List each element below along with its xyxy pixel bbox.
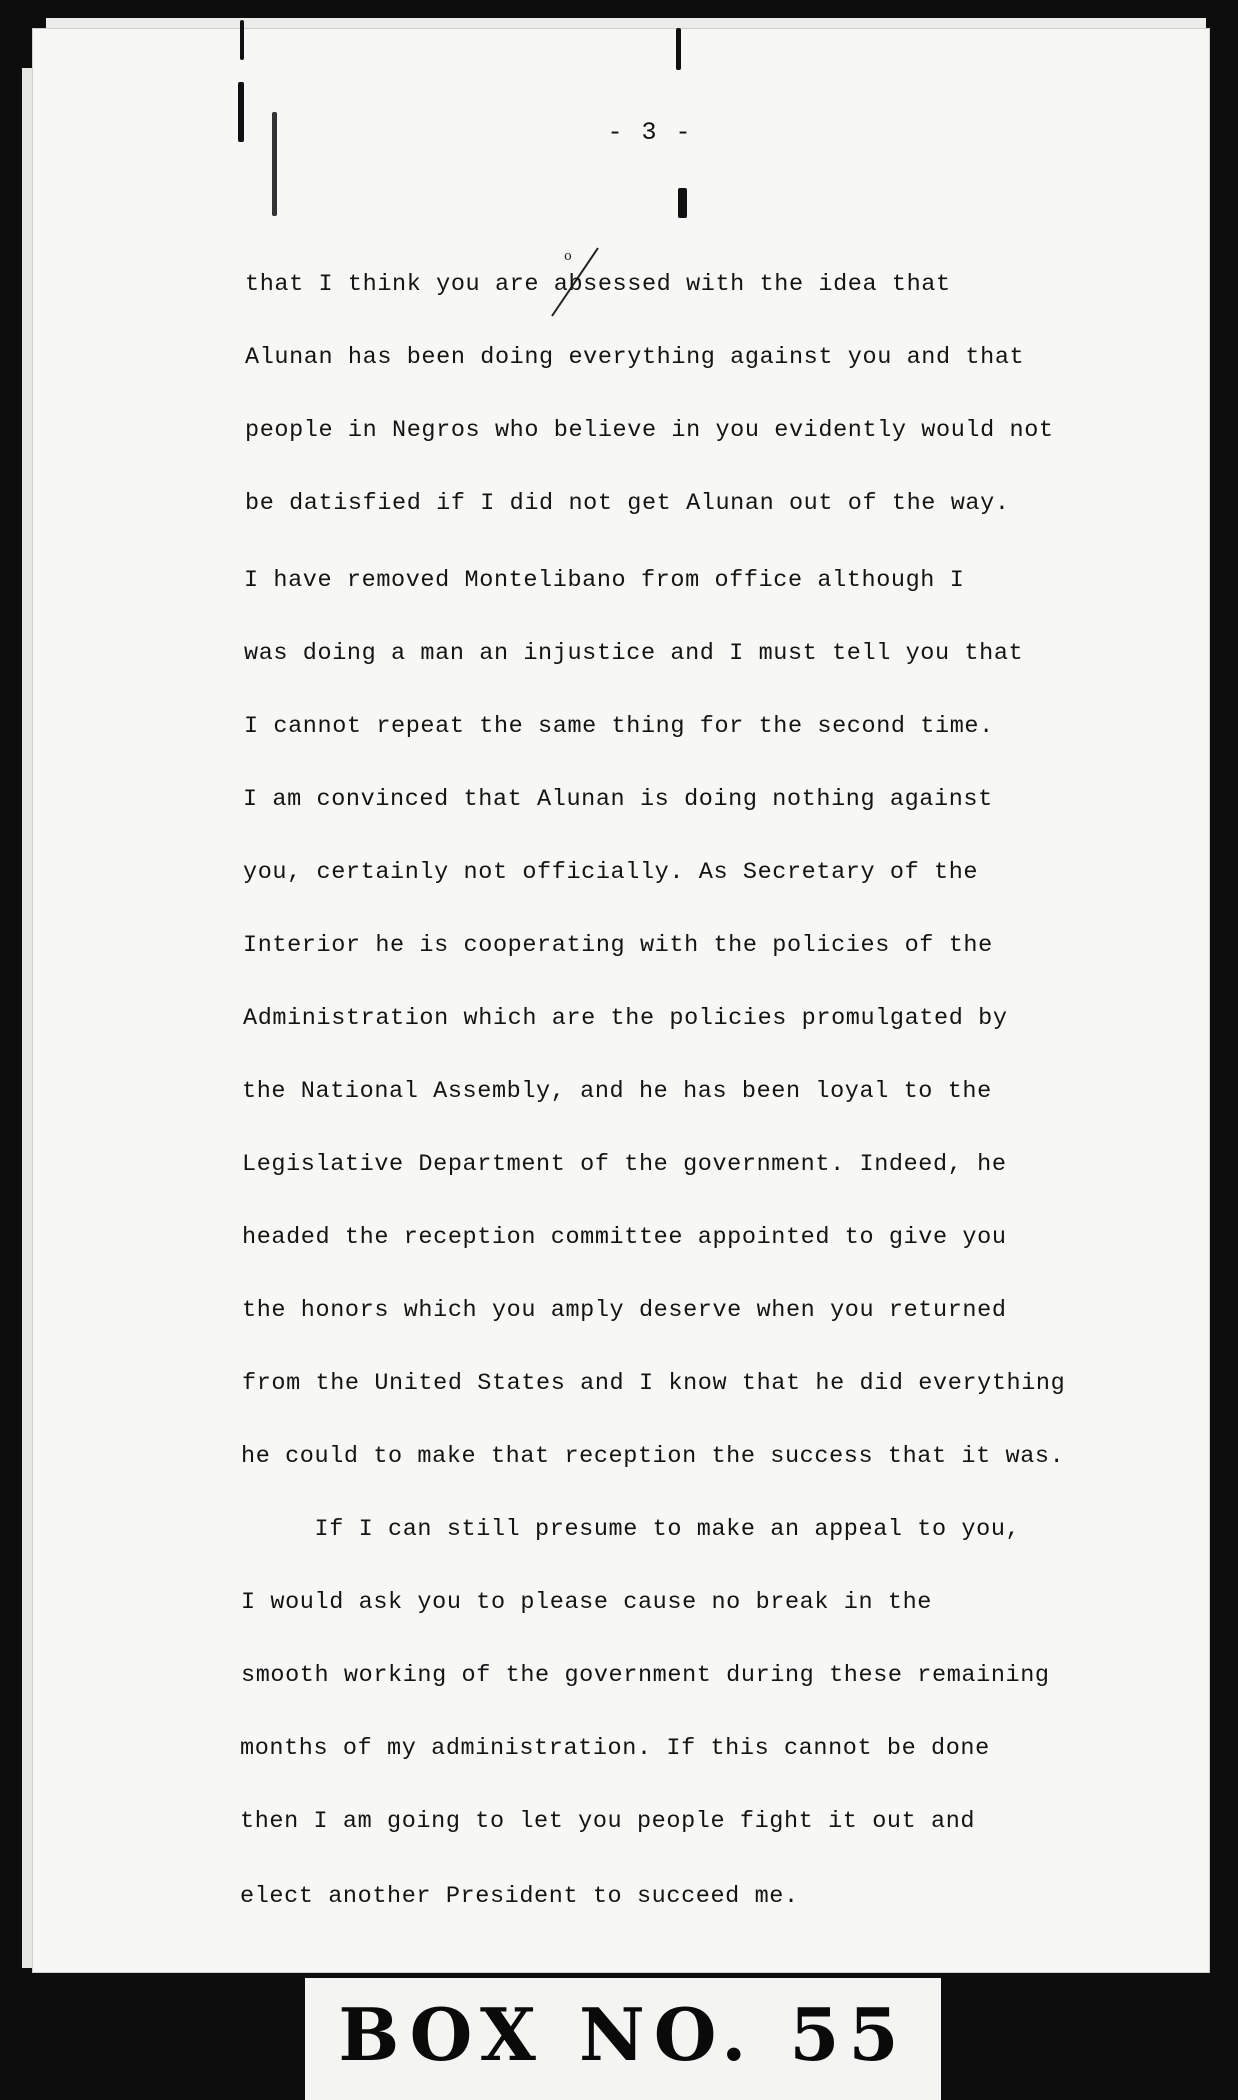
archive-box-number: BOX NO. 55 (338, 1992, 908, 2077)
staple-mark (238, 82, 244, 142)
text-line: the honors which you amply deserve when you returned (242, 1297, 1007, 1324)
text-line: I would ask you to please cause no break in the (241, 1589, 933, 1616)
text-line: I am convinced that Alunan is doing nothing against (243, 786, 993, 813)
text-line: headed the reception committee appointed to give you (242, 1224, 1007, 1251)
text-line: Interior he is cooperating with the policies of the (243, 932, 993, 959)
text-line: that I think you are absessed with the idea that (245, 271, 951, 298)
text-line: people in Negros who believe in you evidently would not (245, 417, 1054, 444)
text-line: he could to make that reception the success that it was. (241, 1443, 1065, 1470)
text-line: Alunan has been doing everything against you and that (245, 344, 1025, 371)
text-line: smooth working of the government during these remaining (241, 1662, 1050, 1689)
text-line: you, certainly not officially. As Secretary of the (243, 859, 979, 886)
page-number: - 3 - (607, 118, 693, 147)
text-line: then I am going to let you people fight it out and (240, 1808, 976, 1835)
text-line: elect another President to succeed me. (240, 1883, 799, 1910)
text-line: Administration which are the policies promulgated by (243, 1005, 1008, 1032)
punch-mark (678, 188, 687, 218)
archive-box-label (305, 1978, 941, 2100)
text-line: be datisfied if I did not get Alunan out of the way. (245, 490, 1010, 517)
text-line: I cannot repeat the same thing for the second time. (244, 713, 994, 740)
staple-mark (272, 112, 277, 216)
text-line: was doing a man an injustice and I must tell you that (244, 640, 1024, 667)
text-line: from the United States and I know that he did everything (242, 1370, 1066, 1397)
text-line: If I can still presume to make an appeal to you, (241, 1516, 1021, 1543)
handwritten-correction: o (564, 249, 572, 264)
text-line: I have removed Montelibano from office although I (244, 567, 965, 594)
text-line: months of my administration. If this cannot be done (240, 1735, 990, 1762)
binding-mark (676, 28, 681, 70)
text-line: the National Assembly, and he has been loyal to the (242, 1078, 992, 1105)
text-line: Legislative Department of the government. Indeed, he (242, 1151, 1007, 1178)
binding-mark (240, 20, 244, 60)
